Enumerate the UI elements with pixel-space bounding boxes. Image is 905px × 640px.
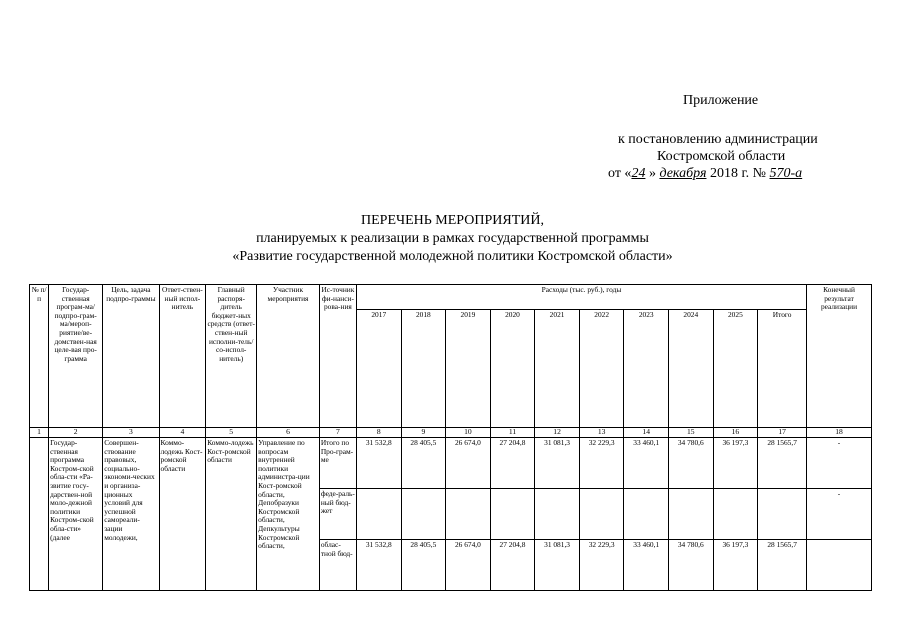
value-cell: 27 204,8 [490, 438, 535, 489]
value-cell: 28 405,5 [401, 540, 446, 591]
document-title: ПЕРЕЧЕНЬ МЕРОПРИЯТИЙ, [361, 213, 544, 228]
column-number: 6 [257, 428, 320, 438]
result-cell: - [807, 489, 872, 540]
column-number: 18 [807, 428, 872, 438]
appendix-label: Приложение [683, 93, 759, 108]
decree-date-line [608, 166, 802, 182]
year-cell: 2020 [490, 310, 535, 428]
header-expenses: Расходы (тыс. руб.), годы [356, 285, 806, 310]
value-cell: 32 229,3 [579, 540, 624, 591]
value-cell: 31 081,3 [535, 438, 580, 489]
column-number: 8 [356, 428, 401, 438]
header-responsible: Ответ-ствен-ный испол-нитель [159, 285, 206, 428]
decree-day: 24 [631, 166, 646, 181]
row-num [30, 438, 49, 591]
decree-line-1: к постановлению администрации [618, 132, 818, 147]
row-source-regional: облас-тной бюд- [319, 540, 356, 591]
value-cell: 33 460,1 [624, 540, 669, 591]
value-cell [713, 489, 758, 540]
value-cell: 33 460,1 [624, 438, 669, 489]
column-number: 17 [758, 428, 807, 438]
table-row [30, 438, 872, 489]
column-number: 2 [49, 428, 103, 438]
header-source: Ис-точник фи-нанси-рова-ния [319, 285, 356, 428]
value-cell [356, 489, 401, 540]
row-budget-manager: Коммо-лодежь Кост-ромской области [206, 438, 257, 591]
column-number: 13 [579, 428, 624, 438]
decree-month: декабря [659, 166, 707, 181]
value-cell: 36 197,3 [713, 540, 758, 591]
value-cell: 31 532,8 [356, 438, 401, 489]
decree-mid: » [648, 166, 656, 181]
year-cell: 2023 [624, 310, 669, 428]
header-program: Государ-ственная програм-ма/подпро-грам-ма/мероп-риятие/ве-домствен-ная целе-вая про-грамма [49, 285, 103, 428]
row-participant: Управление по вопросам внутренней политики администра-ции Кост-ромской области, Депобразуки Костромской области, Депкультуры Костромской области, [257, 438, 320, 591]
value-cell: 32 229,3 [579, 438, 624, 489]
result-cell [807, 540, 872, 591]
column-number: 15 [669, 428, 714, 438]
value-cell: 26 674,0 [446, 540, 491, 591]
column-number: 4 [159, 428, 206, 438]
header-goal: Цель, задача подпро-граммы [103, 285, 159, 428]
header-participant: Участник мероприятия [257, 285, 320, 428]
row-responsible: Коммо-лодежь Кост-ромской области [159, 438, 206, 591]
value-cell: 26 674,0 [446, 438, 491, 489]
column-number: 7 [319, 428, 356, 438]
year-cell: 2024 [669, 310, 714, 428]
column-number: 14 [624, 428, 669, 438]
decree-number: 570-а [769, 166, 803, 181]
value-cell [624, 489, 669, 540]
value-cell-total: 28 1565,7 [758, 438, 807, 489]
decree-prefix: от « [608, 166, 632, 181]
value-cell: 31 081,3 [535, 540, 580, 591]
year-cell: 2025 [713, 310, 758, 428]
result-cell: - [807, 438, 872, 489]
document-subtitle: планируемых к реализации в рамках государственной программы [256, 231, 649, 246]
column-number: 9 [401, 428, 446, 438]
column-number: 5 [206, 428, 257, 438]
column-number: 12 [535, 428, 580, 438]
year-cell: 2017 [356, 310, 401, 428]
year-cell: 2021 [535, 310, 580, 428]
header-result: Конечный результат реализации [807, 285, 872, 428]
program-name: «Развитие государственной молодежной политики Костромской области» [232, 249, 673, 264]
decree-year: 2018 г. № [709, 166, 766, 181]
column-number: 16 [713, 428, 758, 438]
value-cell: 34 780,6 [669, 540, 714, 591]
value-cell: 34 780,6 [669, 438, 714, 489]
value-cell [579, 489, 624, 540]
row-program: Государ-ственная программа Костром-ской обла-сти «Ра-звитие госу-дарствен-ной моло-дежной политики Костром-ской обла-сти» (далее [49, 438, 103, 591]
value-cell: 36 197,3 [713, 438, 758, 489]
value-cell-total [758, 489, 807, 540]
value-cell: 31 532,8 [356, 540, 401, 591]
row-source-federal: феде-раль-ный бюд-жет [319, 489, 356, 540]
column-number: 11 [490, 428, 535, 438]
value-cell [446, 489, 491, 540]
column-number: 1 [30, 428, 49, 438]
column-number-row [30, 428, 872, 438]
value-cell [401, 489, 446, 540]
row-goal: Совершен-ствование правовых, социально-экономи-ческих и организа-ционных условий для успешной самореали-зации молодежи, [103, 438, 159, 591]
year-cell: 2018 [401, 310, 446, 428]
header-row [30, 285, 872, 310]
value-cell: 27 204,8 [490, 540, 535, 591]
value-cell-total: 28 1565,7 [758, 540, 807, 591]
measures-table [29, 284, 872, 591]
column-number: 3 [103, 428, 159, 438]
decree-line-2: Костромской области [657, 149, 786, 164]
column-number: 10 [446, 428, 491, 438]
year-cell: 2022 [579, 310, 624, 428]
value-cell [490, 489, 535, 540]
value-cell [669, 489, 714, 540]
header-budget-manager: Главный распоря-дитель бюджет-ных средств (ответ-ствен-ный исполни-тель/со-испол-нитель) [206, 285, 257, 428]
row-source-total: Итого по Про-грам-ме [319, 438, 356, 489]
value-cell: 28 405,5 [401, 438, 446, 489]
header-num: № п/п [30, 285, 49, 428]
year-cell: 2019 [446, 310, 491, 428]
year-cell-total: Итого [758, 310, 807, 428]
value-cell [535, 489, 580, 540]
